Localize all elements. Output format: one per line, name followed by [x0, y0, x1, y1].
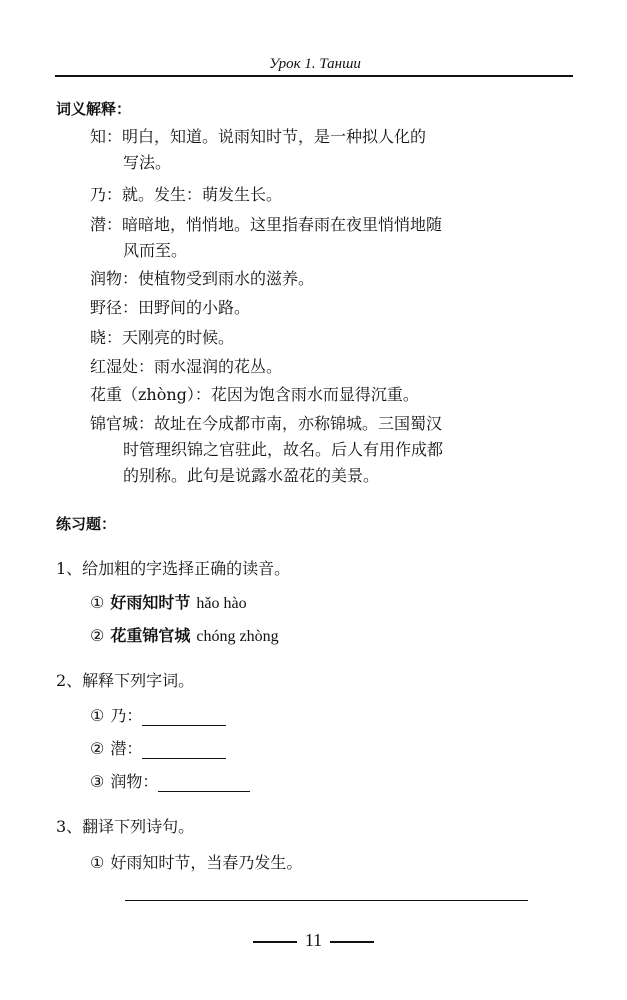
glossary-heading: 词义解释：	[56, 100, 132, 118]
glossary-item-continuation: 风而至。	[123, 241, 188, 260]
translation-answer-line[interactable]	[125, 900, 528, 901]
question-3-item-1	[90, 850, 302, 873]
item-phrase: 好雨知时节	[110, 593, 191, 612]
item-number: ②	[90, 739, 105, 758]
glossary-item-text: 晓：天刚亮的时候。	[90, 328, 235, 347]
answer-blank[interactable]	[158, 775, 250, 792]
glossary-item-text: 锦官城：故址在今成都市南，亦称锦城。三国蜀汉	[90, 414, 443, 433]
item-number: ③	[90, 772, 105, 791]
glossary-item-continuation: 写法。	[123, 153, 172, 172]
glossary-item-text: 潜：暗暗地，悄悄地。这里指春雨在夜里悄悄地随	[90, 215, 443, 234]
footer-dash-right	[330, 941, 374, 943]
glossary-item-zhi	[90, 124, 550, 176]
glossary-item-text: 花重（zhòng）：花因为饱含雨水而显得沉重。	[90, 385, 419, 404]
running-header: Урок 1. Таншu	[269, 56, 361, 72]
question-1-item-1	[90, 590, 247, 613]
item-word: 潜：	[110, 739, 143, 758]
header-rule	[55, 75, 573, 77]
glossary-item-yejing	[90, 295, 550, 321]
question-3: 3、翻译下列诗句。	[56, 817, 195, 836]
answer-blank[interactable]	[142, 742, 226, 759]
exercises-heading: 练习题：	[56, 515, 117, 533]
answer-blank[interactable]	[142, 709, 226, 726]
item-word: 润物：	[110, 772, 159, 791]
page-number: 11	[304, 930, 323, 950]
item-number: ②	[90, 626, 105, 645]
glossary-item-continuation: 的别称。此句是说露水盈花的美景。	[123, 466, 380, 485]
question-2: 2、解释下列字词。	[56, 671, 195, 690]
glossary-item-huazhong	[90, 382, 550, 408]
question-1: 1、给加粗的字选择正确的读音。	[56, 559, 291, 578]
glossary-item-text: 红湿处：雨水湿润的花丛。	[90, 357, 283, 376]
question-2-item-3	[90, 769, 250, 792]
glossary-item-xiao	[90, 325, 550, 351]
item-pinyin-options: hǎo hào	[196, 595, 247, 612]
glossary-item-nai	[90, 182, 550, 208]
question-1-item-2	[90, 623, 279, 646]
item-phrase: 花重锦官城	[110, 626, 191, 645]
glossary-item-qian	[90, 212, 550, 264]
glossary-item-text: 野径：田野间的小路。	[90, 298, 251, 317]
glossary-item-text: 乃：就。发生：萌发生长。	[90, 185, 283, 204]
glossary-item-continuation: 时管理织锦之官驻此，故名。后人有用作成都	[123, 440, 444, 459]
item-line: 好雨知时节，当春乃发生。	[110, 853, 303, 872]
footer-dash-left	[253, 941, 297, 943]
item-number: ①	[90, 706, 105, 725]
glossary-item-text: 润物：使植物受到雨水的滋养。	[90, 269, 315, 288]
glossary-item-hongshichu	[90, 354, 550, 380]
question-2-item-2	[90, 736, 226, 759]
item-number: ①	[90, 593, 105, 612]
glossary-item-jinguancheng	[90, 411, 550, 489]
question-2-item-1	[90, 703, 226, 726]
item-pinyin-options: chóng zhòng	[196, 628, 279, 645]
item-word: 乃：	[110, 706, 143, 725]
glossary-item-text: 知：明白，知道。说雨知时节，是一种拟人化的	[90, 127, 427, 146]
glossary-item-runwu	[90, 266, 550, 292]
page-footer	[0, 930, 627, 951]
item-number: ①	[90, 853, 105, 872]
